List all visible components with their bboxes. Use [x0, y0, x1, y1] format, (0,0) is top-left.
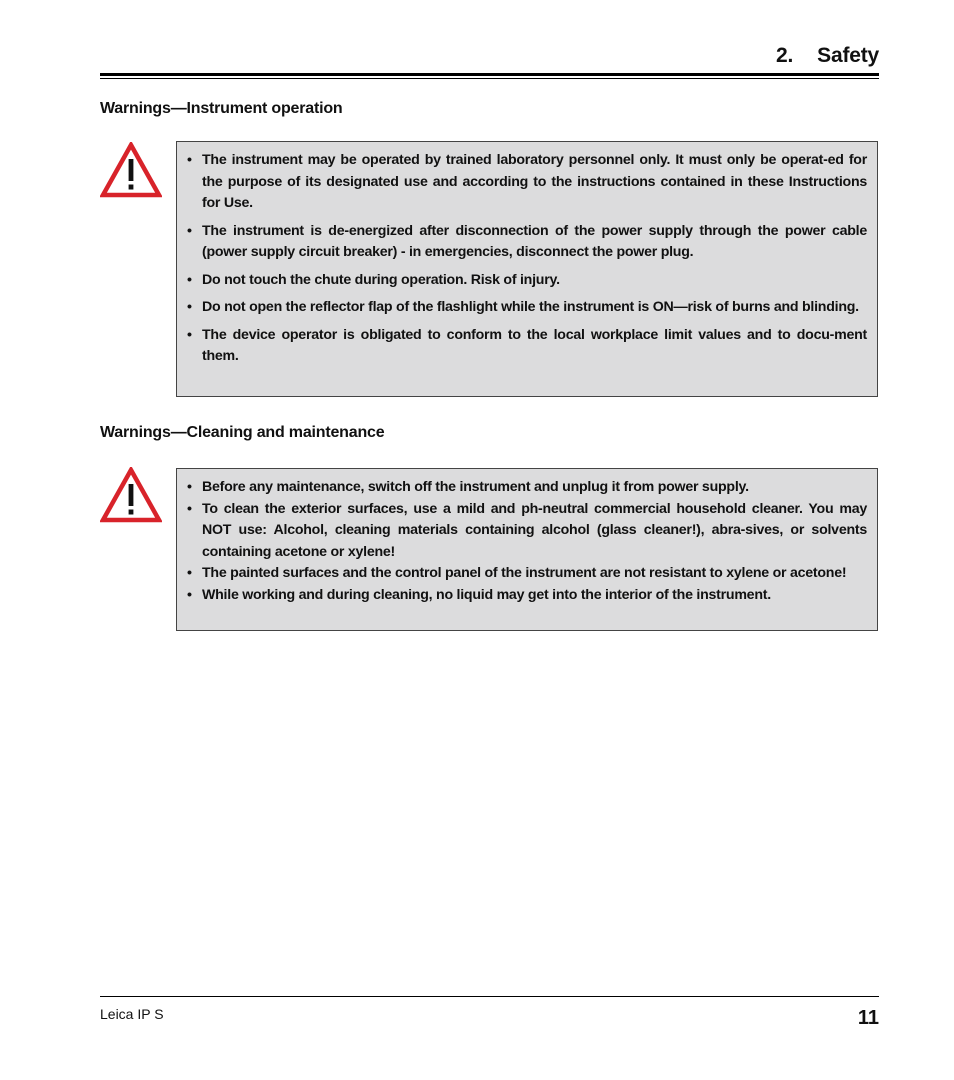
warning-triangle-icon [100, 142, 162, 198]
warning-list [187, 477, 867, 606]
list-item: • The instrument may be operated by trained laboratory personnel only. It must only be operat-ed for the purpose of its designated use and according to the instructions contained in these Instructions for Use. [187, 150, 867, 215]
warning-box-cleaning-maintenance [176, 468, 878, 631]
list-item: • Do not open the reflector flap of the flashlight while the instrument is ON—risk of burns and blinding. [187, 297, 867, 319]
chapter-number: 2. [776, 44, 794, 67]
list-item: • The painted surfaces and the control panel of the instrument are not resistant to xylene or acetone! [187, 563, 867, 585]
list-item: • The instrument is de-energized after disconnection of the power supply through the power cable (power supply circuit breaker) - in emergencies, disconnect the power plug. [187, 221, 867, 264]
list-item: • Do not touch the chute during operation. Risk of injury. [187, 270, 867, 292]
footer-rule [100, 996, 879, 997]
section-heading-instrument-operation: Warnings—Instrument operation [100, 100, 343, 117]
warning-box-instrument-operation [176, 141, 878, 397]
warning-triangle-icon [100, 467, 162, 523]
header-rule-thin [100, 78, 879, 79]
page-number: 11 [857, 1007, 879, 1029]
list-item: • Before any maintenance, switch off the instrument and unplug it from power supply. [187, 477, 867, 499]
list-item: • To clean the exterior surfaces, use a mild and ph-neutral commercial household cleaner. You may NOT use: Alcohol, cleaning materials containing alcohol (glass cleaner!), abra-sives, or solvents containing acetone or xylene! [187, 499, 867, 564]
list-item: • The device operator is obligated to conform to the local workplace limit values and to docu-ment them. [187, 325, 867, 368]
chapter-name: Safety [817, 44, 879, 67]
footer-product-name: Leica IP S [100, 1006, 164, 1022]
warning-list [187, 150, 867, 368]
section-heading-cleaning-maintenance: Warnings—Cleaning and maintenance [100, 424, 385, 441]
chapter-title [100, 44, 879, 68]
header-rule-thick [100, 73, 879, 76]
list-item: • While working and during cleaning, no liquid may get into the interior of the instrument. [187, 585, 867, 607]
